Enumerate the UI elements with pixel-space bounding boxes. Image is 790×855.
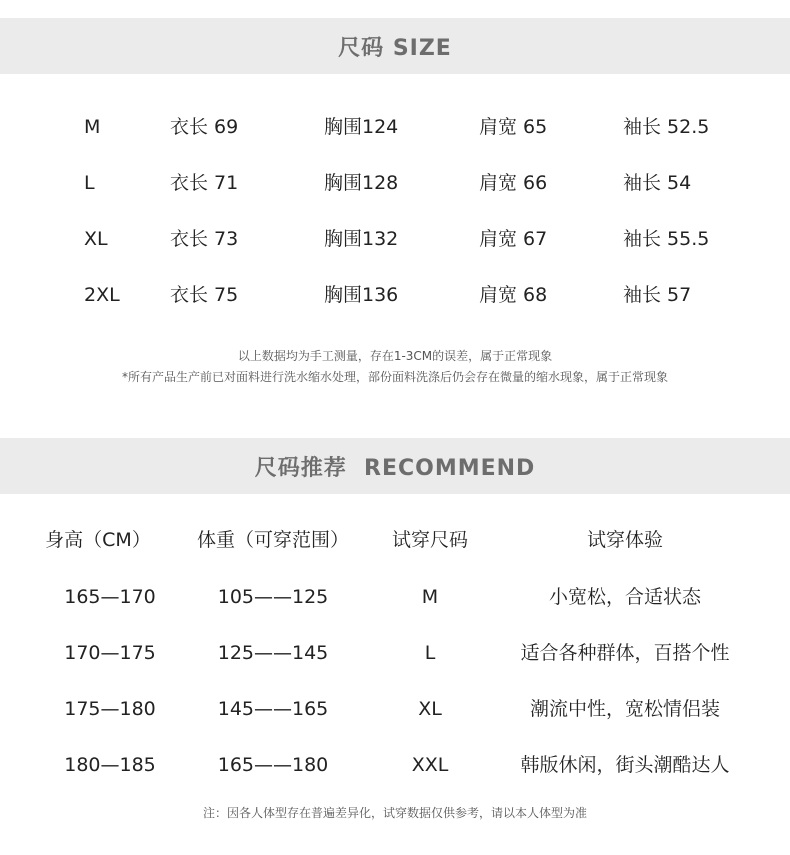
chest-value: 胸围124: [324, 116, 399, 138]
fit-experience: 潮流中性，宽松情侣装: [529, 698, 720, 720]
size-section-header: [0, 18, 790, 74]
recommended-size: M: [421, 586, 439, 608]
recommend-section-header: [0, 438, 790, 494]
weight-range: 165——180: [217, 754, 329, 776]
fit-experience: 适合各种群体，百搭个性: [520, 642, 730, 664]
fit-experience: 小宽松，合适状态: [548, 586, 701, 608]
sleeve-value: 袖长 57: [623, 284, 692, 306]
size-label: 2XL: [84, 284, 120, 306]
size-row: [0, 222, 790, 256]
recommend-note: 注：因各人体型存在普遍差异化，试穿数据仅供参考，请以本人体型为准: [202, 806, 587, 820]
sleeve-value: 袖长 52.5: [623, 116, 710, 138]
shoulder-value: 肩宽 66: [479, 172, 548, 194]
table-row: [0, 748, 790, 782]
size-row: [0, 110, 790, 144]
size-row: [0, 278, 790, 312]
header-height: 身高（CM）: [45, 529, 151, 551]
recommended-size: XXL: [411, 754, 449, 776]
table-row: [0, 636, 790, 670]
size-note-line: 以上数据均为手工测量，存在1-3CM的误差，属于正常现象: [237, 349, 553, 363]
header-experience: 试穿体验: [586, 529, 663, 551]
height-range: 175—180: [64, 698, 156, 720]
sleeve-value: 袖长 54: [623, 172, 692, 194]
shoulder-value: 肩宽 68: [479, 284, 548, 306]
length-value: 衣长 73: [170, 228, 239, 250]
weight-range: 145——165: [217, 698, 329, 720]
recommended-size: L: [424, 642, 436, 664]
weight-range: 105——125: [217, 586, 329, 608]
recommend-table-header: [0, 523, 790, 557]
table-row: [0, 580, 790, 614]
weight-range: 125——145: [217, 642, 329, 664]
size-section-title: 尺码 SIZE: [338, 35, 452, 61]
length-value: 衣长 69: [170, 116, 239, 138]
size-note-line: *所有产品生产前已对面料进行洗水缩水处理，部份面料洗涤后仍会存在微量的缩水现象，属于正常现象: [121, 370, 668, 384]
chest-value: 胸围132: [324, 228, 399, 250]
fit-experience: 韩版休闲，街头潮酷达人: [520, 754, 730, 776]
size-label: M: [84, 116, 101, 138]
recommend-section-title: 尺码推荐 RECOMMEND: [254, 455, 536, 481]
header-size: 试穿尺码: [391, 529, 468, 551]
size-notes: [0, 346, 790, 388]
length-value: 衣长 71: [170, 172, 239, 194]
size-label: L: [84, 172, 95, 194]
length-value: 衣长 75: [170, 284, 239, 306]
table-row: [0, 692, 790, 726]
sleeve-value: 袖长 55.5: [623, 228, 710, 250]
header-weight: 体重（可穿范围）: [196, 529, 349, 551]
recommended-size: XL: [418, 698, 442, 720]
shoulder-value: 肩宽 65: [479, 116, 548, 138]
height-range: 165—170: [64, 586, 156, 608]
height-range: 170—175: [64, 642, 156, 664]
size-row: [0, 166, 790, 200]
size-label: XL: [84, 228, 108, 250]
chest-value: 胸围136: [324, 284, 399, 306]
shoulder-value: 肩宽 67: [479, 228, 548, 250]
height-range: 180—185: [64, 754, 156, 776]
chest-value: 胸围128: [324, 172, 399, 194]
